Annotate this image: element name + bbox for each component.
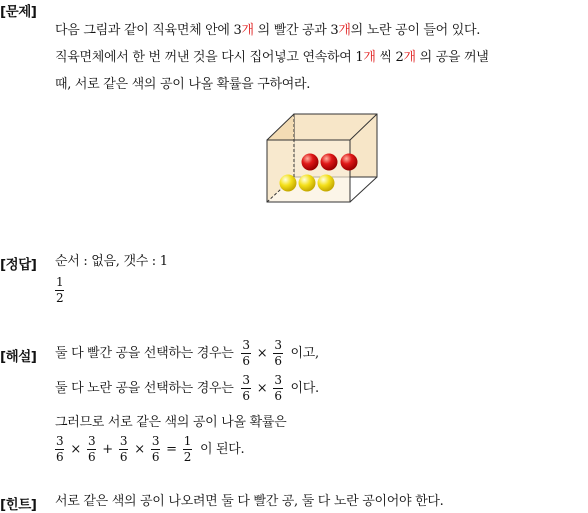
red-ball: [321, 154, 338, 171]
yellow-ball: [280, 175, 297, 192]
problem-line-1-e: 의 노란 공이 들어 있다.: [350, 23, 481, 38]
problem-line-2-e: 의 공을 꺼낼: [415, 50, 489, 65]
times-sign: ×: [256, 346, 268, 361]
hint-line: 서로 같은 색의 공이 나오려면 둘 다 빨간 공, 둘 다 노란 공이어야 한다.: [55, 494, 444, 509]
times-sign: ×: [70, 442, 81, 457]
fraction-numerator: 3: [87, 434, 96, 448]
problem-line-1-a: 다음 그림과 같이 직육면체 안에 3: [55, 23, 242, 38]
fraction-denominator: 2: [183, 450, 192, 464]
fraction-denominator: 6: [242, 354, 250, 368]
problem-tag: [문제]: [0, 4, 37, 20]
fraction-denominator: 6: [119, 450, 128, 464]
problem-line-2: [55, 49, 489, 67]
explanation-line-3: 그러므로 서로 같은 색의 공이 나올 확률은: [55, 415, 287, 430]
fraction-numerator: 3: [242, 338, 250, 352]
red-ball: [341, 154, 358, 171]
fraction: [241, 339, 250, 368]
box-front-face: [267, 140, 350, 202]
explanation-line-2-tail: 이다.: [290, 381, 319, 396]
answer-fraction-wrap: [51, 276, 68, 305]
explanation-equation-tail: 이 된다.: [199, 442, 245, 457]
fraction: [273, 339, 282, 368]
times-sign: ×: [134, 442, 145, 457]
explanation-line-2-text: 둘 다 노란 공을 선택하는 경우는: [55, 381, 234, 396]
problem-line-2-c: 씩 2: [375, 50, 404, 65]
explanation-line-1: [55, 339, 319, 369]
fraction-numerator: 3: [119, 434, 128, 448]
plus-sign: +: [102, 442, 113, 457]
box-edge: [350, 177, 377, 202]
box-illustration: [265, 112, 385, 208]
answer-tag: [정답]: [0, 257, 37, 273]
fraction-numerator: 3: [151, 434, 160, 448]
equals-sign: =: [166, 442, 177, 457]
problem-line-1-unit-1: 개: [241, 23, 254, 38]
problem-line-2-a: 직육면체에서 한 번 꺼낸 것을 다시 집어넣고 연속하여 1: [55, 50, 364, 65]
fraction-numerator: 3: [274, 338, 282, 352]
answer-line: 순서 : 없음, 갯수 : 1: [55, 254, 168, 269]
explanation-line-1-text: 둘 다 빨간 공을 선택하는 경우는: [55, 346, 234, 361]
fraction-numerator: 3: [56, 434, 64, 448]
fraction: [87, 435, 96, 464]
fraction: [151, 435, 160, 464]
fraction: [273, 374, 282, 403]
explanation-line-2: [55, 374, 319, 404]
fraction: [241, 374, 250, 403]
problem-line-2-unit-2: 개: [403, 50, 416, 65]
yellow-ball: [318, 175, 335, 192]
result-fraction: [183, 435, 192, 464]
times-sign: ×: [256, 381, 268, 396]
fraction-numerator: 3: [274, 373, 282, 387]
fraction-denominator: 6: [56, 450, 64, 464]
fraction-denominator: 6: [242, 389, 250, 403]
answer-fraction-denominator: 2: [56, 291, 64, 305]
answer-fraction-numerator: 1: [56, 275, 64, 289]
hint-tag: [힌트]: [0, 497, 37, 513]
problem-line-2-unit-1: 개: [363, 50, 376, 65]
fraction-numerator: 1: [183, 434, 192, 448]
red-ball: [302, 154, 319, 171]
fraction-denominator: 6: [274, 354, 282, 368]
problem-line-1-unit-2: 개: [338, 23, 351, 38]
yellow-ball: [299, 175, 316, 192]
explanation-line-1-tail: 이고,: [290, 346, 319, 361]
problem-line-1: [55, 22, 480, 40]
explanation-tag: [해설]: [0, 349, 37, 365]
problem-line-1-c: 의 빨간 공과 3: [253, 23, 339, 38]
fraction-denominator: 6: [151, 450, 160, 464]
fraction-denominator: 6: [87, 450, 96, 464]
answer-fraction: [55, 276, 64, 305]
problem-line-3: 때, 서로 같은 색의 공이 나올 확률을 구하여라.: [55, 77, 311, 92]
fraction-denominator: 6: [274, 389, 282, 403]
explanation-equation: [51, 432, 244, 468]
fraction: [119, 435, 128, 464]
fraction: [55, 435, 64, 464]
fraction-numerator: 3: [242, 373, 250, 387]
